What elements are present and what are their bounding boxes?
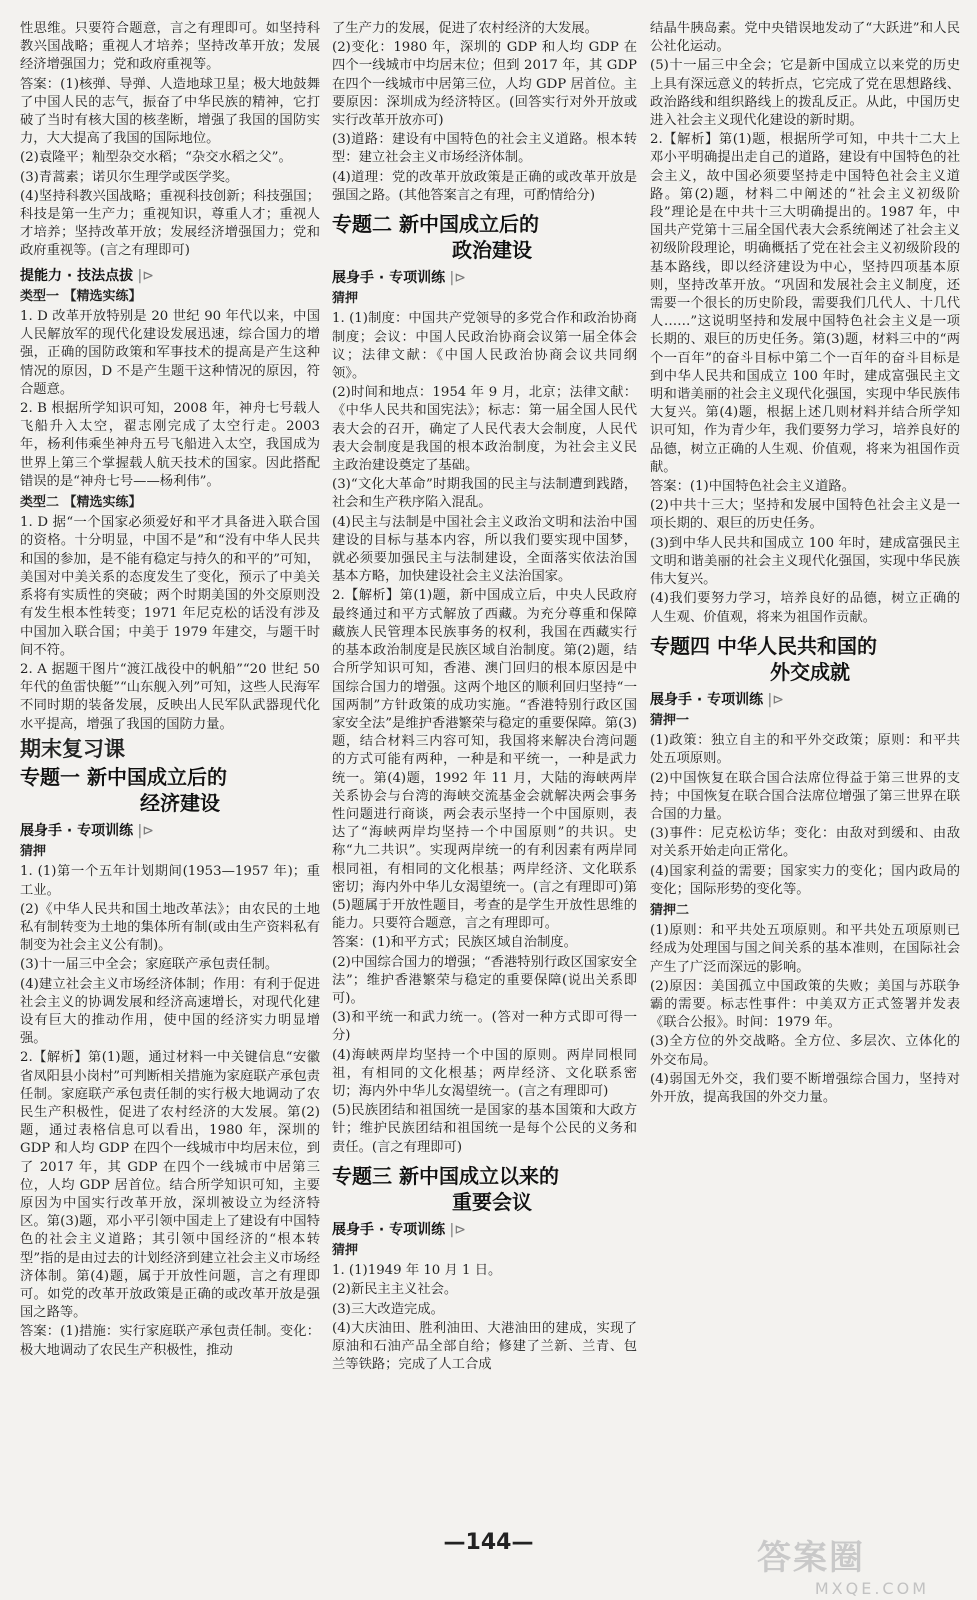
answer-paragraph: (4)建立社会主义市场经济体制；作用：有利于促进社会主义的协调发展和经济高速增长，对现代化建设有巨大的推动作用，使中国的经济实力明显增强。 <box>20 976 320 1047</box>
watermark-logo: 答案圈 <box>757 1538 865 1578</box>
answer-paragraph: (3)“文化大革命”时期我国的民主与法制遭到践踏，社会和生产秩序陷入混乱。 <box>332 477 637 511</box>
answer-paragraph: 2. A 据题干图片“渡江战役中的帆船”“20 世纪 50 年代的鱼雷快艇”“山东舰入列”可知，这些人民海军不同时期的装备发展，反映出人民军队武器现代化水平提高，增强了我国的国防力量。 <box>20 661 320 732</box>
subsection-heading <box>332 269 637 287</box>
arrow-icon: |⊳ <box>133 267 154 284</box>
answer-paragraph: (3)全方位的外交战略。全方位、多层次、立体化的外交布局。 <box>650 1034 960 1068</box>
answer-paragraph: (4)我们要努力学习，培养良好的品德，树立正确的人生观、价值观，将来为祖国作贡献。 <box>650 591 960 625</box>
subsection-heading-text: 展身手 · 专项训练 <box>650 691 764 708</box>
section-title-line1: 专题一 新中国成立后的 <box>20 764 227 789</box>
column-right <box>650 20 960 1520</box>
answer-paragraph: (2)《中华人民共和国土地改革法》；由农民的土地私有制转变为土地的集体所有制(或由生产资料私有制变为社会主义公有制)。 <box>20 901 320 954</box>
watermark-url: MXQE.COM <box>814 1579 929 1598</box>
answer-paragraph: (3)道路：建设有中国特色的社会主义道路。根本转型：建立社会主义市场经济体制。 <box>332 132 637 166</box>
subsection-heading-text: 展身手 · 专项训练 <box>332 1221 446 1238</box>
subsection-heading-text: 提能力 · 技法点拔 <box>20 267 134 284</box>
answer-paragraph: (5)民族团结和祖国统一是国家的基本国策和大政方针；维护民族团结和祖国统一是每个公民的义务和责任。(言之有理即可) <box>332 1103 637 1155</box>
answer-paragraph: 答案：(1)核弹、导弹、人造地球卫星；极大地鼓舞了中国人民的志气，振奋了中华民族的精神，它打破了当时有核大国的核垄断，增强了我国的国防实力，大大提高了我国的国际地位。 <box>20 76 320 147</box>
type-heading: 猜押 <box>20 844 47 860</box>
answer-paragraph: 答案：(1)措施：实行家庭联产承包责任制。变化：极大地调动了农民生产积极性，推动 <box>20 1324 320 1358</box>
section-title-line1: 专题二 新中国成立后的 <box>332 212 539 237</box>
subsection-heading <box>650 691 960 709</box>
answer-paragraph: 1. D 改革开放特别是 20 世纪 90 年代以来，中国人民解放军的现代化建设发展迅速，综合国力的增强，正确的国防政策和军事技术的提高是产生这种情况的原因，D 不是产生题干这种情况的原因，符合题意。 <box>20 309 320 397</box>
section-title-line2: 政治建设 <box>452 238 532 263</box>
subsection-heading <box>20 267 320 285</box>
answer-paragraph: (3)事件：尼克松访华；变化：由敌对到缓和、由敌对关系开始走向正常化。 <box>650 826 960 860</box>
section-title <box>650 633 960 685</box>
type-heading: 猜押二 <box>650 902 690 918</box>
subsection-heading-text: 展身手 · 专项训练 <box>332 270 446 287</box>
answer-paragraph: (3)三大改造完成。 <box>332 1301 444 1317</box>
answer-paragraph: (4)坚持科教兴国战略；重视科技创新；科技强国；科技是第一生产力；重视知识，尊重人才；重视人才培养；坚持改革开放；发展经济增强国力；党和政府重视等。(言之有理即可) <box>20 188 320 259</box>
type-heading: 猜押 <box>332 291 359 307</box>
answer-paragraph: (4)道理：党的改革开放政策是正确的或改革开放是强国之路。(其他答案言之有理，可酌情给分) <box>332 169 637 203</box>
arrow-icon: |⊳ <box>763 691 784 708</box>
watermark <box>757 1530 947 1598</box>
arrow-icon: |⊳ <box>445 270 466 287</box>
section-title-line2: 重要会议 <box>452 1189 532 1214</box>
answer-paragraph: 1. (1)制度：中国共产党领导的多党合作和政治协商制度；会议：中国人民政治协商会议第一届全体会议；法律文献：《中国人民政治协商会议共同纲领》。 <box>332 311 637 382</box>
answer-paragraph: (2)中共十三大；坚持和发展中国特色社会主义是一项长期的、艰巨的历史任务。 <box>650 498 960 532</box>
answer-paragraph: 1. (1)第一个五年计划期间(1953—1957 年)；重工业。 <box>20 864 320 898</box>
type-heading: 类型一 【精选实练】 <box>20 288 142 304</box>
answer-paragraph: 2.【解析】第(1)题，新中国成立后，中央人民政府最终通过和平方式解放了西藏。为充分尊重和保障藏族人民管理本民族事务的权利，我国在西藏实行的基本政治制度是民族区域自治制度。第(2)题，结合所学知识可知，香港、澳门回归的根本原因是中国综合国力的增强。这两个地区的顺利回归坚持“一国两制”方针政策的成功实施。“香港特别行政区国家安全法”是维护香港繁荣与稳定的重要保障。第(3)题，结合材料三内容可知，我国将来解决台湾问题的方式可能有两种，一种是和平统一，一种是武力统一。第(4)题，1992 年 11 月，大陆的海峡两岸关系协会与台湾的海峡交流基金会就解决两会事务性问题进行商谈，两会表示坚持一个中国原则，表达了“海峡两岸均坚持一个中国原则”的共识。史称“九二共识”。实现两岸统一的有利因素有两岸同根同祖，有相同的文化根基；两岸经济、文化联系密切；海内外中华儿女渴望统一。(言之有理即可)第(5)题属于开放性题目，考查的是学生开放性思维的能力。只要符合题意，言之有理即可。 <box>332 588 637 932</box>
answer-paragraph: (5)十一届三中全会；它是新中国成立以来党的历史上具有深远意义的转折点，它完成了党在思想路线、政治路线和组织路线上的拨乱反正。从此，中国历史进入社会主义现代化建设的新时期。 <box>650 58 960 129</box>
answer-paragraph: 了生产力的发展，促进了农村经济的大发展。 <box>332 21 598 36</box>
subsection-heading <box>332 1221 637 1239</box>
column-middle <box>332 20 637 1520</box>
answer-paragraph: (3)和平统一和武力统一。(答对一种方式即可得一分) <box>332 1010 637 1044</box>
subsection-heading <box>20 822 320 840</box>
answer-paragraph: (1)政策：独立自主的和平外交政策；原则：和平共处五项原则。 <box>650 733 960 767</box>
subsection-heading-text: 展身手 · 专项训练 <box>20 822 134 839</box>
answer-paragraph: (4)弱国无外交，我们要不断增强综合国力，坚持对外开放，提高我国的外交力量。 <box>650 1071 960 1105</box>
answer-paragraph: (3)十一届三中全会；家庭联产承包责任制。 <box>20 957 279 973</box>
answer-paragraph: 答案：(1)中国特色社会主义道路。 <box>650 479 855 495</box>
answer-paragraph: (4)民主与法制是中国社会主义政治文明和法治中国建设的目标与基本内容，所以我们要实现中国梦，就必须要加强民主与法制建设，全面落实依法治国基本方略，加快建设社会主义法治国家。 <box>332 514 637 585</box>
answer-paragraph: (2)中国恢复在联合国合法席位得益于第三世界的支持；中国恢复在联合国合法席位增强了第三世界在联合国的力量。 <box>650 770 960 822</box>
answer-paragraph: 答案：(1)和平方式；民族区域自治制度。 <box>332 935 577 951</box>
section-title <box>332 1163 637 1215</box>
answer-paragraph: 1. D 据“一个国家必须爱好和平才具备进入联合国的资格。十分明显，中国不是”和“没有中华人民共和国的参加，是不能有稳定与持久的和平的”可知，美国对中美关系的态度发生了变化，预示了中美关系将有实质性的突破；两个时期美国的外交原则没有发生根本性转变；1971 年尼克松的话没有涉及中国加入联合国；中美于 1979 年建交，与题干时间不符。 <box>20 515 320 658</box>
section-title <box>332 211 637 263</box>
section-title-line1: 专题三 新中国成立以来的 <box>332 1163 559 1188</box>
answer-paragraph: 1. (1)1949 年 10 月 1 日。 <box>332 1263 502 1279</box>
arrow-icon: |⊳ <box>133 822 154 839</box>
answer-paragraph: (2)原因：美国孤立中国政策的失败；美国与苏联争霸的需要。标志性事件：中美双方正式签署并发表《联合公报》。时间：1979 年。 <box>650 978 960 1031</box>
answer-paragraph: (3)青蒿素；诺贝尔生理学或医学奖。 <box>20 169 239 185</box>
answer-paragraph: (2)变化：1980 年，深圳的 GDP 和人均 GDP 在四个一线城市中均居末位；但到 2017 年，其 GDP 在四个一线城市中居第三位，人均 GDP 居首位。主要原因：深圳成为经济特区。(回答实行对外开放或实行改革开放亦可) <box>332 40 637 129</box>
answer-paragraph: (3)到中华人民共和国成立 100 年时，建成富强民主文明和谐美丽的社会主义现代化强国，实现中华民族伟大复兴。 <box>650 535 960 588</box>
answer-paragraph: 2. B 根据所学知识可知，2008 年，神舟七号载人飞船升入太空，翟志刚完成了太空行走。2003 年，杨利伟乘坐神舟五号飞船进入太空，我国成为世界上第三个掌握载人航天技术的国家。因此搭配错误的是“神舟七号——杨利伟”。 <box>20 401 320 489</box>
answer-paragraph: (1)原则：和平共处五项原则。和平共处五项原则已经成为处理国与国之间关系的基本准则，在国际社会产生了广泛而深远的影响。 <box>650 923 960 975</box>
arrow-icon: |⊳ <box>445 1221 466 1238</box>
answer-paragraph: (2)新民主主义社会。 <box>332 1282 458 1298</box>
answer-paragraph: 2.【解析】第(1)题，通过材料一中关键信息“安徽省凤阳县小岗村”可判断相关措施为家庭联产承包责任制。家庭联产承包责任制的实行极大地调动了农民生产积极性，促进了农村经济的大发展。第(2)题，通过表格信息可以看出，1980 年，深圳的 GDP 和人均 GDP 在四个一线城市中均居末位，到了 2017 年，其 GDP 在四个一线城市中居第三位，人均 GDP 居首位。结合所学知识可知，主要原因为中国实行改革开放，深圳被设立为经济特区。第(3)题，邓小平引领中国走上了建设有中国特色的社会主义道路；其引领中国经济的“根本转型”指的是由过去的计划经济到建立社会主义市场经济体制。第(4)题，属于开放性问题，言之有理即可。如党的改革开放政策是正确的或改革开放是强国之路等。 <box>20 1050 320 1321</box>
chapter-heading: 期末复习课 <box>20 736 125 761</box>
column-left <box>20 20 320 1520</box>
type-heading: 猜押一 <box>650 712 690 728</box>
answer-paragraph: (4)海峡两岸均坚持一个中国的原则。两岸同根同祖，有相同的文化根基；两岸经济、文化联系密切；海内外中华儿女渴望统一。(言之有理即可) <box>332 1047 637 1099</box>
answer-paragraph: (4)国家利益的需要；国家实力的变化；国内政局的变化；国际形势的变化等。 <box>650 863 960 897</box>
answer-paragraph: (4)大庆油田、胜利油田、大港油田的建成，实现了原油和石油产品全部自给；修建了兰新、兰青、包兰等铁路；完成了人工合成 <box>332 1320 637 1373</box>
answer-paragraph: 2.【解析】第(1)题，根据所学可知，中共十二大上邓小平明确提出走自己的道路，建设有中国特色的社会主义，故中国必须要坚持走中国特色社会主义道路。第(2)题，材料二中阐述的“社会主义初级阶段”理论是在中共十三大明确提出的。1987 年，中国共产党第十三届全国代表大会系统阐述了社会主义初级阶段理论，明确概括了党在社会主义初级阶段的基本路线，即以经济建设为中心，坚持四项基本原则，坚持改革开放。“巩固和发展社会主义制度，还需要一个很长的历史阶段，需要我们几代人、十几代人……”这说明坚持和发展中国特色社会主义是一项长期的、艰巨的历史任务。第(3)题，材料三中的“两个一百年”的奋斗目标中第二个一百年的奋斗目标是到中华人民共和国成立 100 年时，建成富强民主文明和谐美丽的社会主义现代化强国，实现中华民族伟大复兴。第(4)题，根据上述几则材料并结合所学知识可知，作为青少年，我们要努力学习，培养良好的品德，树立正确的人生观、价值观，将来为祖国作贡献。 <box>650 132 960 475</box>
section-title-line2: 经济建设 <box>140 790 220 815</box>
type-heading: 猜押 <box>332 1242 359 1258</box>
section-title-line2: 外交成就 <box>770 659 850 684</box>
section-title <box>20 764 320 816</box>
page-number: —144— <box>443 1530 534 1555</box>
answer-paragraph: (2)中国综合国力的增强；“香港特别行政区国家安全法”；维护香港繁荣与稳定的重要保障(说出关系即可)。 <box>332 954 637 1006</box>
answer-paragraph: 结晶牛胰岛素。党中央错误地发动了“大跃进”和人民公社化运动。 <box>650 21 960 55</box>
type-heading: 类型二 【精选实练】 <box>20 495 142 511</box>
answer-paragraph: (2)袁隆平；籼型杂交水稻；“杂交水稻之父”。 <box>20 150 292 166</box>
answer-paragraph: 性思维。只要符合题意，言之有理即可。如坚持科教兴国战略；重视人才培养；坚持改革开放；发展经济增强国力；党和政府重视等。 <box>20 21 320 73</box>
answer-paragraph: (2)时间和地点：1954 年 9 月，北京；法律文献：《中华人民共和国宪法》；标志：第一届全国人民代表大会的召开，确定了人民代表大会制度，人民代表大会制度是我国的根本政治制度，为社会主义民主政治建设奠定了基础。 <box>332 385 637 474</box>
section-title-line1: 专题四 中华人民共和国的 <box>650 633 877 658</box>
